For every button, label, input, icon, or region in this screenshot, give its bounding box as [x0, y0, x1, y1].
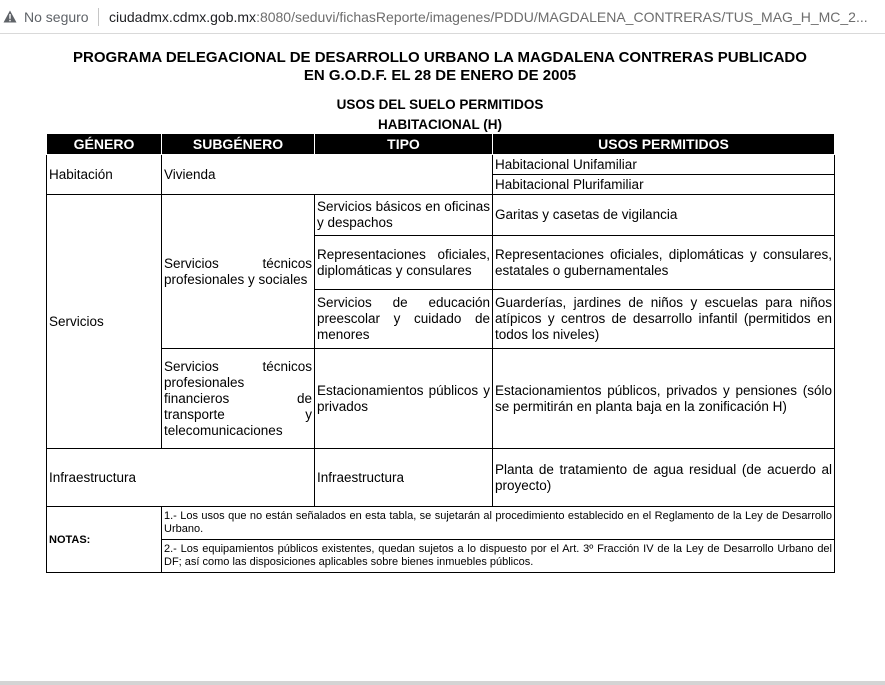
cell-uso-guarderias: Guarderías, jardines de niños y escuelas para niños atípicos y centros de desarrollo infantil (permitidos en todos los niveles)	[493, 290, 835, 349]
cell-uso-planta-tratamiento: Planta de tratamiento de agua residual (de acuerdo al proyecto)	[493, 449, 835, 507]
note-2: 2.- Los equipamientos públicos existentes, quedan sujetos a lo dispuesto por el Art. 3º Fracción IV de la Ley de Desarrollo Urbano del DF; así como las disposiciones aplicables sobre bienes inmuebles públicos.	[162, 540, 835, 573]
cell-genero-habitacion: Habitación	[47, 155, 162, 195]
cell-uso-garitas: Garitas y casetas de vigilancia	[493, 195, 835, 236]
header-tipo: TIPO	[315, 134, 493, 155]
document-title-line-2: EN G.O.D.F. EL 28 DE ENERO DE 2005	[303, 67, 577, 84]
address-bar[interactable]	[0, 0, 885, 34]
cell-uso-unifamiliar: Habitacional Unifamiliar	[493, 155, 835, 175]
document-title	[40, 49, 840, 85]
cell-subgenero-servicios-sociales: Servicios técnicos profesionales y sociales	[162, 195, 315, 349]
header-subgenero: SUBGÉNERO	[162, 134, 315, 155]
cell-tipo-educacion: Servicios de educación preescolar y cuidado de menores	[315, 290, 493, 349]
url-text[interactable]	[109, 9, 868, 25]
address-bar-divider	[98, 8, 99, 26]
security-status-label[interactable]: No seguro	[24, 9, 89, 25]
table-row	[47, 195, 835, 236]
header-usos-permitidos: USOS PERMITIDOS	[493, 134, 835, 155]
table-header-row	[47, 134, 835, 155]
land-use-table	[46, 133, 835, 573]
cell-tipo-infraestructura: Infraestructura	[315, 449, 493, 507]
table-row	[47, 449, 835, 507]
cell-uso-plurifamiliar: Habitacional Plurifamiliar	[493, 175, 835, 195]
cell-subgenero-servicios-financieros: Servicios técnicos profesionales financieros de transporte y telecomunicaciones	[162, 349, 315, 449]
warning-icon[interactable]	[3, 10, 17, 23]
zoning-subtitle: HABITACIONAL (H)	[378, 117, 502, 132]
url-host: ciudadmx.cdmx.gob.mx	[109, 9, 257, 25]
cell-tipo-representaciones: Representaciones oficiales, diplomáticas y consulares	[315, 236, 493, 290]
table-row	[47, 349, 835, 449]
cell-uso-representaciones: Representaciones oficiales, diplomáticas y consulares, estatales o gubernamentales	[493, 236, 835, 290]
cell-subgenero-vivienda: Vivienda	[162, 155, 493, 195]
table-row	[47, 155, 835, 175]
cell-tipo-estacionamientos: Estacionamientos públicos y privados	[315, 349, 493, 449]
table-row	[47, 540, 835, 573]
cell-genero-infraestructura: Infraestructura	[47, 449, 315, 507]
window-bottom-edge	[0, 681, 885, 685]
notes-label: NOTAS:	[47, 507, 162, 573]
section-subtitle: USOS DEL SUELO PERMITIDOS	[336, 97, 544, 112]
table-row	[47, 507, 835, 540]
header-genero: GÉNERO	[47, 134, 162, 155]
cell-tipo-oficinas: Servicios básicos en oficinas y despachos	[315, 195, 493, 236]
cell-genero-servicios: Servicios	[47, 195, 162, 449]
cell-uso-estacionamientos: Estacionamientos públicos, privados y pensiones (sólo se permitirán en planta baja en la zonificación H)	[493, 349, 835, 449]
url-path: :8080/seduvi/fichasReporte/imagenes/PDDU/MAGDALENA_CONTRERAS/TUS_MAG_H_MC_2...	[256, 9, 868, 25]
note-1: 1.- Los usos que no están señalados en esta tabla, se sujetarán al procedimiento establecido en el Reglamento de la Ley de Desarrollo Urbano.	[162, 507, 835, 540]
document-title-line-1: PROGRAMA DELEGACIONAL DE DESARROLLO URBANO LA MAGDALENA CONTRERAS PUBLICADO	[73, 49, 807, 66]
